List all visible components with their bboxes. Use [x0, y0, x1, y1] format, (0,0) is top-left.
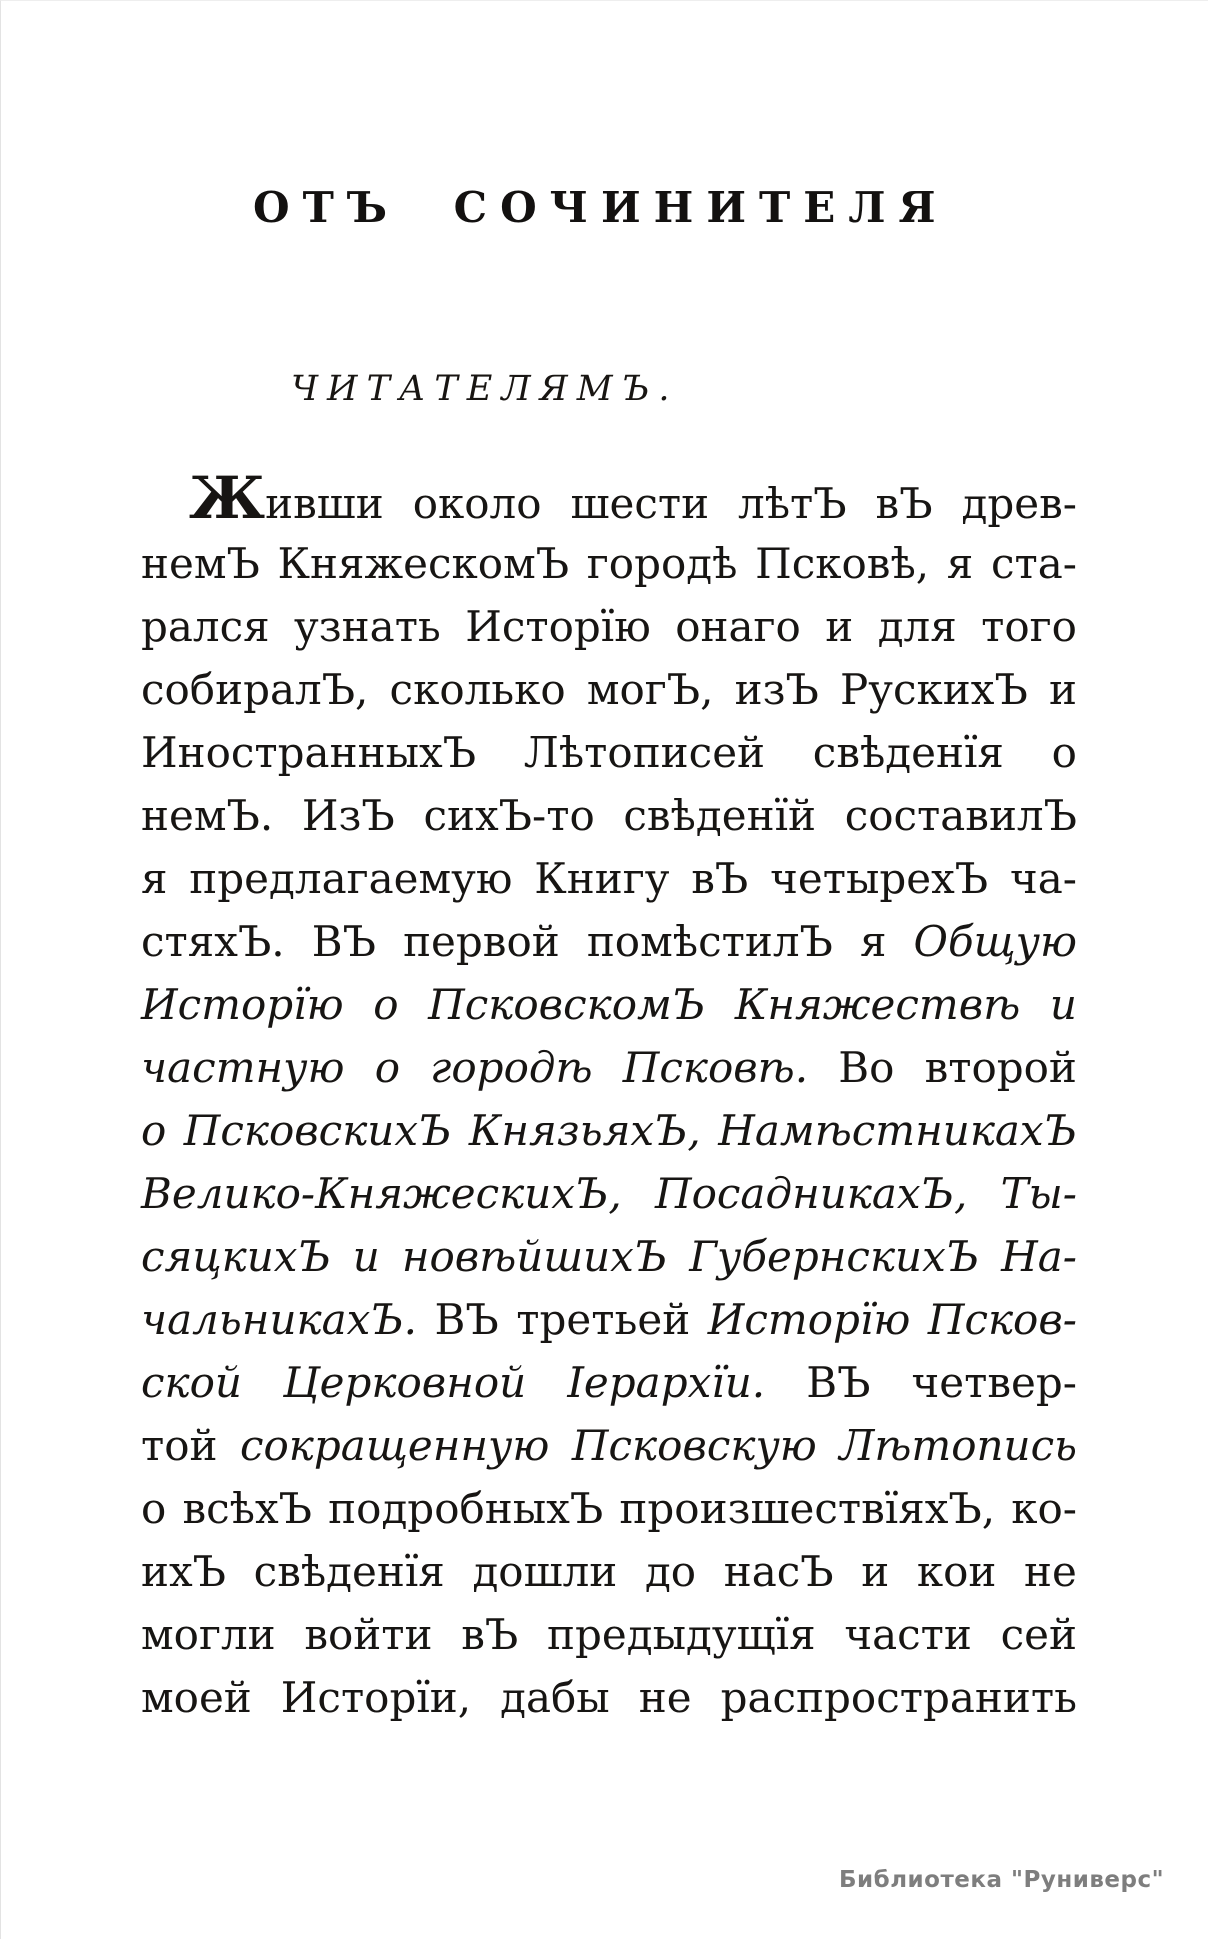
word: ПсковскомЪ	[428, 980, 706, 1029]
word: собиралЪ,	[141, 665, 369, 714]
word: ИностранныхЪ	[141, 728, 477, 777]
word: помѣстилЪ	[586, 917, 833, 966]
word: изЪ	[734, 665, 819, 714]
word: насЪ	[723, 1547, 834, 1596]
word: могли	[141, 1610, 276, 1659]
paragraph	[141, 464, 1077, 1729]
text-line	[141, 721, 1077, 784]
word: сяцкихЪ	[141, 1232, 331, 1281]
word: вЪ	[461, 1610, 519, 1659]
word: подробныхЪ	[328, 1484, 604, 1533]
page-title: ОТЪ СОЧИНИТЕЛЯ	[253, 183, 949, 232]
word: Ты-	[1000, 1169, 1077, 1218]
word: второй	[924, 1043, 1077, 1092]
text-line	[141, 1666, 1077, 1729]
word: и	[1048, 665, 1077, 714]
word: не	[1024, 1547, 1077, 1596]
word: новѣйшихЪ	[401, 1232, 668, 1281]
word: Исторїи,	[280, 1673, 472, 1722]
text-line	[141, 1225, 1077, 1288]
text-line	[141, 464, 1077, 532]
watermark: Библиотека "Руниверс"	[839, 1867, 1165, 1893]
word: ВЪ	[806, 1358, 871, 1407]
text-line	[141, 910, 1077, 973]
word: я	[859, 917, 887, 966]
word: предлагаемую	[189, 854, 513, 903]
word: той	[141, 1421, 218, 1470]
word: ПосадникахЪ,	[654, 1169, 968, 1218]
word: ко-	[1011, 1484, 1077, 1533]
text-line	[141, 1603, 1077, 1666]
text-line	[141, 1288, 1077, 1351]
word: свѣденїй	[623, 791, 817, 840]
word: РускихЪ	[840, 665, 1028, 714]
word: того	[981, 602, 1077, 651]
word: распространить	[720, 1673, 1077, 1722]
word: городѣ	[586, 539, 738, 588]
word: всѣхЪ	[182, 1484, 313, 1533]
word: сей	[1000, 1610, 1077, 1659]
ornamental-initial: Ж	[189, 464, 266, 532]
word: ПсковскихЪ	[183, 1106, 452, 1155]
word: Лѣтопись	[839, 1421, 1077, 1470]
word: дошли	[472, 1547, 618, 1596]
word: и	[861, 1547, 890, 1596]
text-line	[141, 1162, 1077, 1225]
word: стяхЪ.	[141, 917, 285, 966]
word: ИзЪ	[301, 791, 395, 840]
word: древ-	[961, 479, 1077, 528]
word: ста-	[990, 539, 1077, 588]
word: свѣденїя	[253, 1547, 445, 1596]
word: Лѣтописей	[523, 728, 766, 777]
word: составилЪ	[844, 791, 1077, 840]
text-line	[141, 784, 1077, 847]
word: не	[638, 1673, 692, 1722]
word: Живши	[189, 464, 384, 532]
word: о	[1051, 728, 1077, 777]
word: Іерархїи.	[567, 1358, 766, 1407]
word: сокращенную	[240, 1421, 550, 1470]
text-line	[141, 973, 1077, 1036]
word: ча-	[1009, 854, 1077, 903]
text-line	[141, 532, 1077, 595]
word: Исторїю	[141, 980, 344, 1029]
word: части	[844, 1610, 972, 1659]
word: и	[1049, 980, 1077, 1029]
word: Псковскую	[571, 1421, 817, 1470]
word: На-	[1001, 1232, 1077, 1281]
word: узнать	[294, 602, 441, 651]
word: о	[374, 1043, 400, 1092]
word: КнязьяхЪ,	[468, 1106, 701, 1155]
word: ВЪ	[311, 917, 376, 966]
word: я	[946, 539, 974, 588]
word: Велико-КняжескихЪ,	[141, 1169, 622, 1218]
text-line	[141, 595, 1077, 658]
text-line	[141, 847, 1077, 910]
word: чальникахЪ.	[141, 1295, 418, 1344]
word: вЪ	[691, 854, 749, 903]
word: немЪ.	[141, 791, 274, 840]
word: КняжескомЪ	[277, 539, 570, 588]
word: Княжествѣ	[734, 980, 1021, 1029]
word: третьей	[516, 1295, 691, 1344]
text-line	[141, 1540, 1077, 1603]
word: о	[373, 980, 399, 1029]
text-line	[141, 1414, 1077, 1477]
word: рался	[141, 602, 270, 651]
word: я	[141, 854, 168, 903]
word: немЪ	[141, 539, 260, 588]
word: и	[825, 602, 854, 651]
word: сколько	[389, 665, 566, 714]
word: о	[141, 1484, 167, 1533]
word: лѣтЪ	[738, 479, 847, 528]
word: для	[877, 602, 957, 651]
text-line	[141, 1099, 1077, 1162]
word: ской	[141, 1358, 242, 1407]
word: НамѣстникахЪ	[718, 1106, 1077, 1155]
word: кои	[916, 1547, 997, 1596]
word: могЪ,	[586, 665, 714, 714]
word: моей	[141, 1673, 252, 1722]
word: предыдущїя	[547, 1610, 816, 1659]
word: Псковѣ.	[622, 1043, 809, 1092]
text-line	[141, 658, 1077, 721]
word: войти	[304, 1610, 433, 1659]
word: Во	[838, 1043, 895, 1092]
word: произшествїяхЪ,	[619, 1484, 996, 1533]
word: Церковной	[283, 1358, 527, 1407]
section-subtitle: ЧИТАТЕЛЯМЪ.	[291, 369, 679, 409]
word: свѣденїя	[812, 728, 1004, 777]
word: Псков-	[927, 1295, 1077, 1344]
word: онаго	[675, 602, 801, 651]
text-line	[141, 1477, 1077, 1540]
word: городѣ	[430, 1043, 593, 1092]
word: Исторїю	[465, 602, 651, 651]
word: сихЪ-то	[423, 791, 595, 840]
word: частную	[141, 1043, 345, 1092]
word: Книгу	[534, 854, 670, 903]
word: и	[352, 1232, 380, 1281]
word: Псковѣ,	[755, 539, 930, 588]
word: до	[644, 1547, 697, 1596]
word: четвер-	[911, 1358, 1077, 1407]
word: шести	[570, 479, 710, 528]
word: ихЪ	[141, 1547, 227, 1596]
word: о	[141, 1106, 167, 1155]
word: ВЪ	[434, 1295, 499, 1344]
word: четырехЪ	[770, 854, 989, 903]
text-line	[141, 1351, 1077, 1414]
word: около	[412, 479, 542, 528]
text-line	[141, 1036, 1077, 1099]
word: ГубернскихЪ	[689, 1232, 980, 1281]
word: вЪ	[875, 479, 933, 528]
word: Общую	[913, 917, 1077, 966]
word: дабы	[500, 1673, 610, 1722]
word: первой	[403, 917, 560, 966]
word: Исторїю	[707, 1295, 911, 1344]
